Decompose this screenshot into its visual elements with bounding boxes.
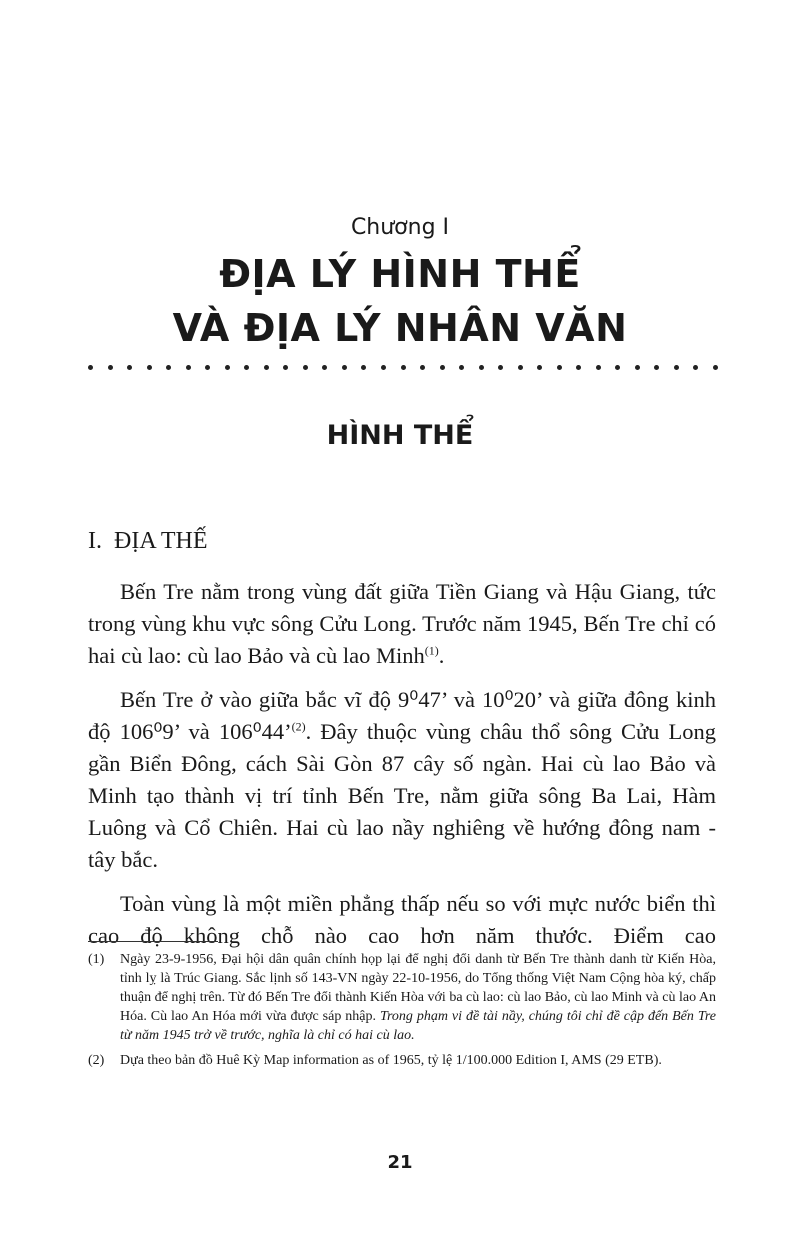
divider-dot <box>108 365 113 370</box>
divider-dot <box>401 365 406 370</box>
dotted-divider <box>88 365 718 370</box>
divider-dot <box>635 365 640 370</box>
divider-dot <box>361 365 366 370</box>
divider-dot <box>127 365 132 370</box>
body-text <box>88 576 716 964</box>
chapter-label: Chương I <box>350 215 450 240</box>
divider-dot <box>342 365 347 370</box>
section-subtitle: HÌNH THỂ <box>326 420 474 451</box>
footnote-number: (1) <box>88 952 105 967</box>
divider-dot <box>615 365 620 370</box>
footnotes <box>88 950 716 1076</box>
divider-dot <box>518 365 523 370</box>
footnote <box>88 950 716 1045</box>
divider-dot <box>303 365 308 370</box>
divider-dot <box>283 365 288 370</box>
footnote-ref: (2) <box>291 719 306 734</box>
footnote-body: Ngày 23-9-1956, Đại hội dân quân chính họp lại để nghị đổi danh từ Bến Tre thành danh từ Kiến Hòa, tỉnh lỵ là Trúc Giang. Sắc lịnh số 143-VN ngày 22-10-1956, do Tổng thống Việt Nam Cộng hòa ký, chấp thuận để nghị trên. Từ đó Bến Tre đổi thành Kiến Hòa với ba cù lao: cù lao Bảo, cù lao Minh và cù lao An Hóa. Cù lao An Hóa mới vừa được sáp nhập. <box>120 952 716 1024</box>
paragraph <box>88 576 716 672</box>
footnote-number: (2) <box>88 1053 105 1068</box>
footnote-text: Dựa theo bản đồ Huê Kỳ Map information as of 1965, tỷ lệ 1/100.000 Edition I, AMS (29 ETB). <box>120 1053 662 1068</box>
chapter-title-line1: ĐỊA LÝ HÌNH THỂ <box>219 252 581 296</box>
paragraph-text: Bến Tre nằm trong vùng đất giữa Tiền Giang và Hậu Giang, tức trong vùng khu vực sông Cửu Long. Trước năm 1945, Bến Tre chỉ có hai cù lao: cù lao Bảo và cù lao Minh <box>88 579 716 668</box>
section-heading: I. ĐỊA THẾ <box>88 528 208 554</box>
divider-dot <box>576 365 581 370</box>
page-number: 21 <box>387 1152 413 1173</box>
divider-dot <box>381 365 386 370</box>
footnote-ref: (1) <box>424 643 439 658</box>
divider-dot <box>166 365 171 370</box>
divider-dot <box>596 365 601 370</box>
paragraph <box>88 888 716 952</box>
footnote-rule <box>88 941 218 942</box>
divider-dot <box>88 365 93 370</box>
divider-dot <box>244 365 249 370</box>
divider-dot <box>225 365 230 370</box>
divider-dot <box>205 365 210 370</box>
divider-dot <box>693 365 698 370</box>
divider-dot <box>557 365 562 370</box>
divider-dot <box>459 365 464 370</box>
footnote <box>88 1051 716 1070</box>
divider-dot <box>264 365 269 370</box>
divider-dot <box>322 365 327 370</box>
divider-dot <box>498 365 503 370</box>
divider-dot <box>537 365 542 370</box>
chapter-title-line2: VÀ ĐỊA LÝ NHÂN VĂN <box>172 306 628 350</box>
divider-dot <box>674 365 679 370</box>
footnote-italic: Trong phạm vi đề tài nầy, chúng tôi chỉ đề cập đến Bến Tre từ năm 1945 trở về trước, nghĩa là chỉ có hai cù lao. <box>120 1009 716 1043</box>
divider-dot <box>147 365 152 370</box>
paragraph <box>88 684 716 876</box>
divider-dot <box>420 365 425 370</box>
divider-dot <box>440 365 445 370</box>
footnote-text <box>120 950 716 1045</box>
divider-dot <box>654 365 659 370</box>
paragraph-text: Toàn vùng là một miền phẳng thấp nếu so với mực nước biển thì cao độ không chỗ nào cao hơn năm thước. Điểm cao <box>88 891 716 948</box>
divider-dot <box>713 365 718 370</box>
divider-dot <box>479 365 484 370</box>
paragraph-text: . Đây thuộc vùng châu thổ sông Cửu Long gần Biển Đông, cách Sài Gòn 87 cây số ngàn. Hai cù lao Bảo và Minh tạo thành vị trí tỉnh Bến Tre, nằm giữa sông Ba Lai, Hàm Luông và Cổ Chiên. Hai cù lao nầy nghiêng về hướng đông nam - tây bắc. <box>88 719 717 872</box>
paragraph-text: . <box>438 643 445 668</box>
paragraph-text: Bến Tre ở vào giữa bắc vĩ độ 9⁰47’ và 10⁰20’ và giữa đông kinh độ 106⁰9’ và 106⁰44’ <box>88 687 716 744</box>
divider-dot <box>186 365 191 370</box>
